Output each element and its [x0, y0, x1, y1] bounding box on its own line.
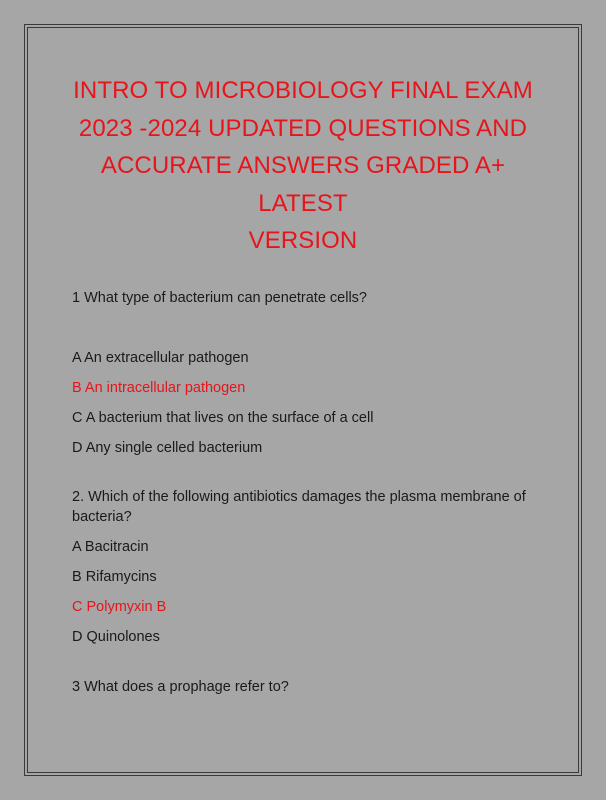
question-text: 3 What does a prophage refer to?	[72, 679, 289, 695]
question-text: 2. Which of the following antibiotics damages the plasma membrane of bacteria?	[72, 489, 526, 525]
correct-answer-option: B An intracellular pathogen	[72, 380, 246, 396]
question-text: 1 What type of bacterium can penetrate cells?	[72, 290, 367, 306]
answer-options	[72, 348, 542, 458]
correct-answer-option: C Polymyxin B	[72, 599, 167, 615]
answer-option: C A bacterium that lives on the surface of a cell	[72, 410, 374, 426]
question-block-3	[72, 677, 542, 697]
answer-option: A An extracellular pathogen	[72, 350, 249, 366]
exam-content	[72, 288, 542, 697]
answer-option: B Rifamycins	[72, 569, 157, 585]
title-line: 2023 -2024 UPDATED QUESTIONS AND	[78, 114, 528, 142]
answer-option: A Bacitracin	[72, 539, 149, 555]
title-line: ACCURATE ANSWERS GRADED A+ LATEST	[100, 152, 506, 217]
answer-option: D Any single celled bacterium	[72, 440, 263, 456]
title-line: VERSION	[248, 227, 358, 254]
answer-option: D Quinolones	[72, 629, 160, 645]
question-block-2	[72, 487, 542, 647]
title-line: INTRO TO MICROBIOLOGY FINAL EXAM	[73, 77, 533, 104]
answer-options	[72, 537, 542, 647]
question-block-1	[72, 288, 542, 458]
document-title	[60, 72, 546, 260]
